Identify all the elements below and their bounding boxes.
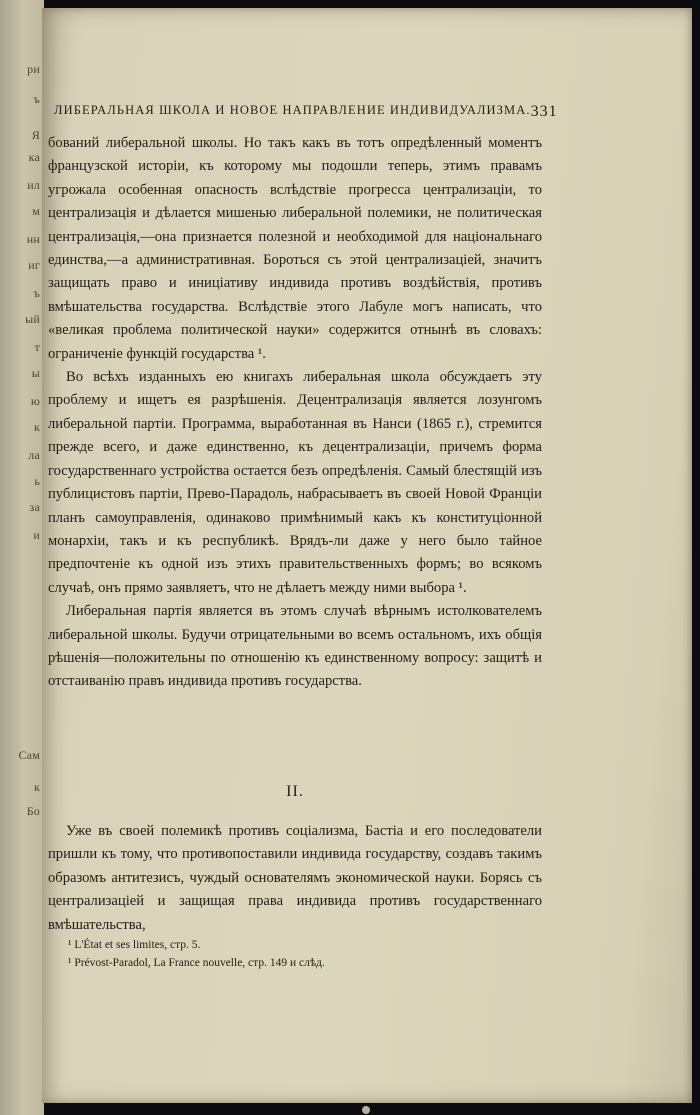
paragraph-3: Либеральная партія является въ этомъ случаѣ вѣрнымъ истолкователемъ либеральной школы. Будучи отрицательными во всемъ остальномъ, ихъ общія рѣшенія—положительны по отношенію къ единственному вопросу: защитѣ и отстаиванію правъ индивида противъ государства. [48, 603, 542, 690]
facing-page-fragment: за [29, 500, 40, 514]
running-head [54, 103, 558, 121]
page-number: 331 [530, 103, 558, 120]
facing-page-fragment: т [34, 340, 40, 354]
facing-page-fragment: ю [30, 394, 40, 408]
paragraph-2: Во всѣхъ изданныхъ ею книгахъ либеральная школа обсуждаетъ эту проблему и ищетъ ея разрѣшенія. Децентрализація является лозунгомъ либеральной партіи. Программа, выработанная въ Нанси (1865 г.), стремится прежде всего, и даже единственно, къ децентрализаціи, причемъ форма государственнаго устройства остается безъ опредѣленія. Самый блестящій изъ публицистовъ партіи, Прево-Парадоль, набрасываетъ въ своей Новой Франціи планъ самоуправленія, одинаково примѣнимый какъ къ конституціонной монархіи, такъ и къ республикѣ. Врядъ-ли даже у него было тайное предпочтеніе къ одной изъ этихъ правительственныхъ формъ; во всякомъ случаѣ, онъ прямо заявляетъ, что не дѣлаетъ между ними выбора ¹. [48, 369, 542, 596]
facing-page-fragment: ъ [33, 92, 40, 106]
section-heading: II. [286, 783, 304, 800]
facing-page-fragment: нн [26, 232, 40, 246]
paragraph-4: Уже въ своей полемикѣ противъ соціализма, Бастіа и его последователи пришли къ тому, что противопоставили индивида государству, создавъ такимъ образомъ антитезисъ, чуждый основателямъ экономической науки. Борясь съ централизаціей и защищая права индивида противъ государственнаго вмѣшательства, [48, 823, 542, 933]
footnotes [68, 936, 548, 972]
facing-page-fragment: и [33, 528, 40, 542]
facing-page-fragment: к [33, 780, 40, 794]
facing-page-fragment: ы [31, 366, 40, 380]
book-page [42, 8, 692, 1103]
facing-page-fragment: Я [31, 128, 40, 142]
running-head-title: ЛИБЕРАЛЬНАЯ ШКОЛА И НОВОЕ НАПРАВЛЕНИЕ ИНДИВИДУАЛИЗМА. [54, 103, 531, 117]
facing-page-edge [0, 0, 44, 1115]
facing-page-fragment: Бо [26, 804, 40, 818]
body-text-section-2 [48, 820, 542, 937]
facing-page-fragment: ъ [33, 286, 40, 300]
paragraph-1: бований либеральной школы. Но такъ какъ въ тотъ опредѣленный моментъ французской исторіи, къ которому мы подошли теперь, этимъ правамъ угрожала особенная опасность вслѣдствіе прогресса централизаціи, то централизація и дѣлается мишенью либеральной полемики, не политическая централизація,—она признается полезной и необходимой для національнаго единства,—а административная. Бороться съ этой централизаціей, значитъ защищать право и иниціативу индивида противъ воздѣйствія, противъ вмѣшательства государства. Вслѣдствіе этого Лабуле могъ написать, что «великая проблема политической науки» содержится отнынѣ въ словахъ: ограниченіе функцій государства ¹. [48, 135, 542, 362]
facing-page-fragment: м [32, 204, 40, 218]
facing-page-fragment: к [33, 420, 40, 434]
facing-page-fragment: ь [34, 474, 40, 488]
facing-page-fragment: ри [27, 62, 40, 76]
facing-page-fragment: иг [28, 258, 40, 272]
page-spot-mark [362, 1106, 370, 1114]
facing-page-fragment: ка [28, 150, 40, 164]
facing-page-fragment: ла [28, 448, 40, 462]
facing-page-fragment: ил [27, 178, 40, 192]
footnote-2: ¹ Prévost-Paradol, La France nouvelle, стр. 149 и слѣд. [68, 957, 325, 969]
footnote-1: ¹ L'État et ses limites, стр. 5. [68, 939, 201, 951]
facing-page-fragment: ый [25, 312, 40, 326]
facing-page-fragment: Сам [18, 748, 40, 762]
body-text-section-1 [48, 132, 542, 694]
